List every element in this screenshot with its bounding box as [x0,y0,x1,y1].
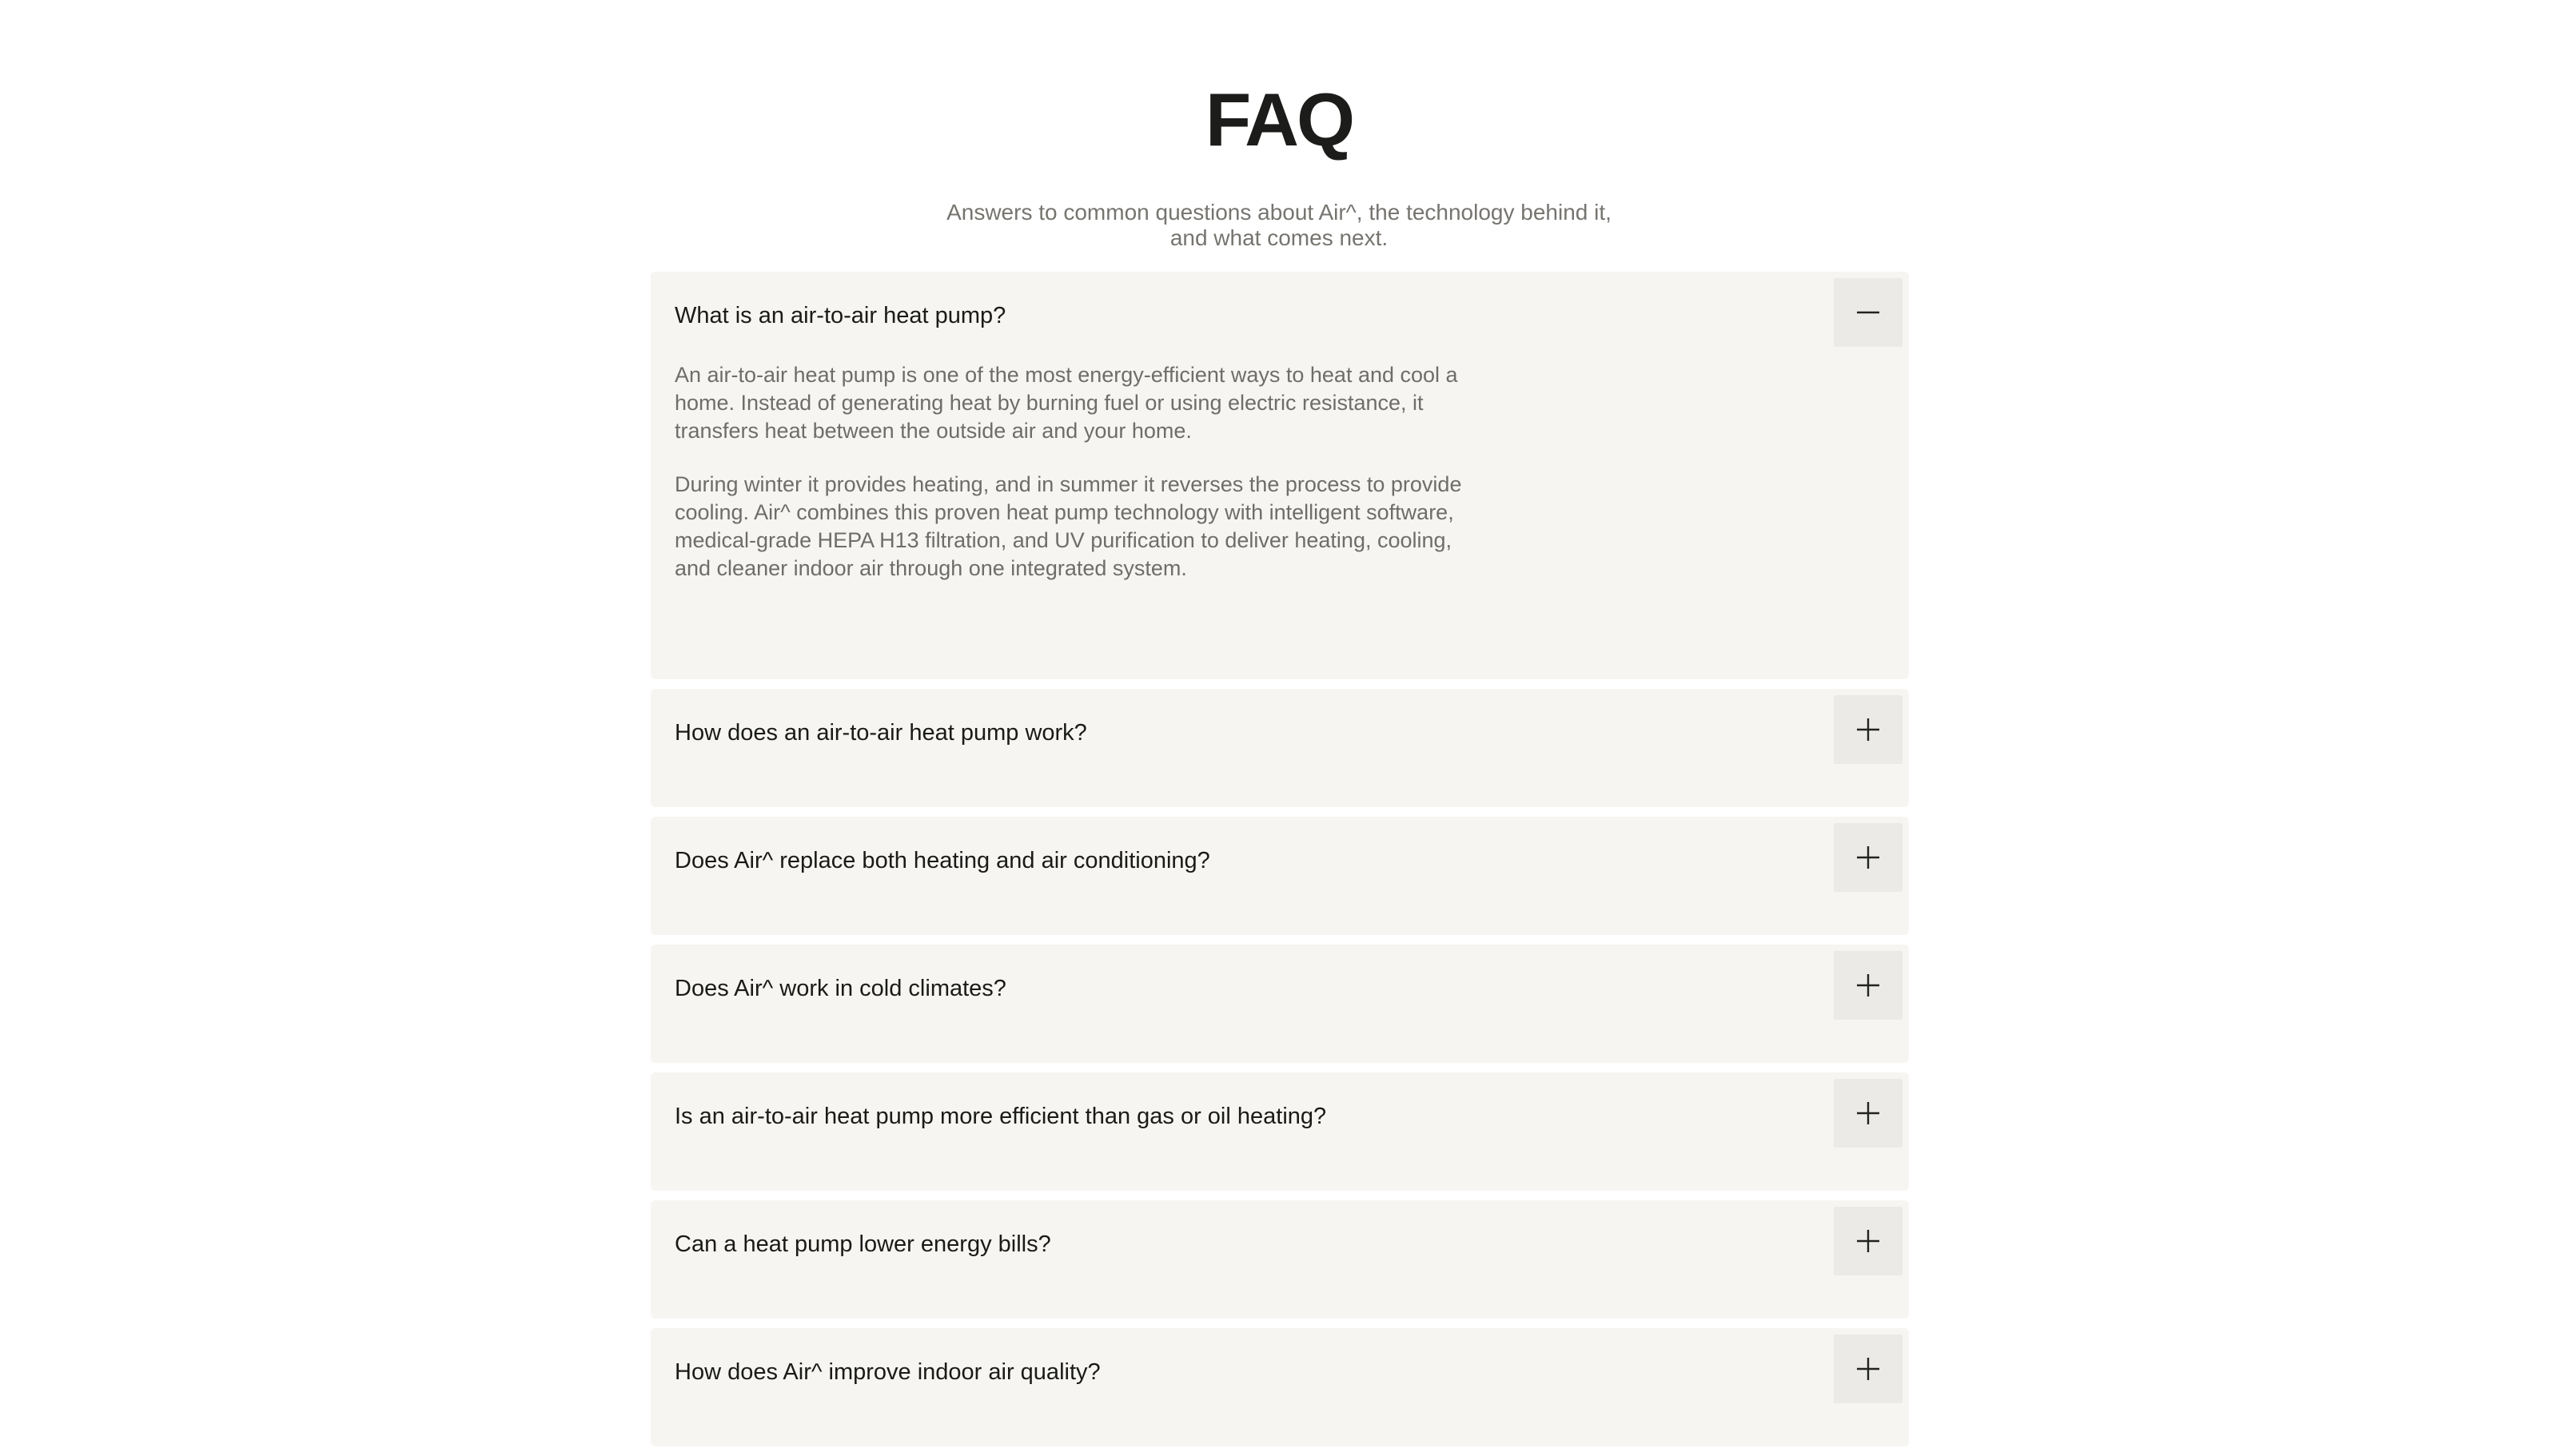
expand-button[interactable] [1834,823,1903,892]
expand-button[interactable] [1834,951,1903,1020]
faq-answer [675,361,1490,608]
faq-item [651,1200,1909,1319]
minus-icon [1855,299,1882,326]
faq-question[interactable]: Does Air^ work in cold climates? [675,976,1006,1001]
faq-item [651,1328,1909,1446]
plus-icon [1855,1355,1882,1382]
plus-icon [1855,972,1882,999]
expand-button[interactable] [1834,1335,1903,1403]
expand-button[interactable] [1834,1207,1903,1275]
plus-icon [1855,1227,1882,1255]
faq-item [651,1072,1909,1191]
faq-question[interactable]: Is an air-to-air heat pump more efficient than gas or oil heating? [675,1104,1327,1129]
expand-button[interactable] [1834,695,1903,764]
page-subtitle: Answers to common questions about Air^, the technology behind it, and what comes next. [946,200,1612,250]
faq-question[interactable]: How does an air-to-air heat pump work? [675,720,1087,746]
faq-item [651,945,1909,1063]
plus-icon [1855,844,1882,871]
faq-question[interactable]: How does Air^ improve indoor air quality? [675,1359,1101,1385]
faq-item [651,817,1909,935]
page-title: FAQ [1205,78,1353,161]
collapse-button[interactable] [1834,278,1903,347]
faq-question[interactable]: What is an air-to-air heat pump? [675,303,1006,328]
answer-paragraph: During winter it provides heating, and in summer it reverses the process to provide cooling. Air^ combines this proven heat pump technology with intelligent software, medical-grade HEPA H13 filtration, and UV purification to deliver heating, cooling, and cleaner indoor air through one integrated system. [675,472,1462,580]
faq-item [651,689,1909,807]
answer-paragraph: An air-to-air heat pump is one of the most energy-efficient ways to heat and cool a home. Instead of generating heat by burning fuel or using electric resistance, it transfers heat between the outside air and your home. [675,363,1458,443]
faq-item [651,272,1909,679]
faq-question[interactable]: Does Air^ replace both heating and air conditioning? [675,848,1210,873]
faq-list [651,272,1909,1456]
plus-icon [1855,716,1882,743]
faq-question[interactable]: Can a heat pump lower energy bills? [675,1231,1051,1257]
expand-button[interactable] [1834,1079,1903,1148]
plus-icon [1855,1100,1882,1127]
